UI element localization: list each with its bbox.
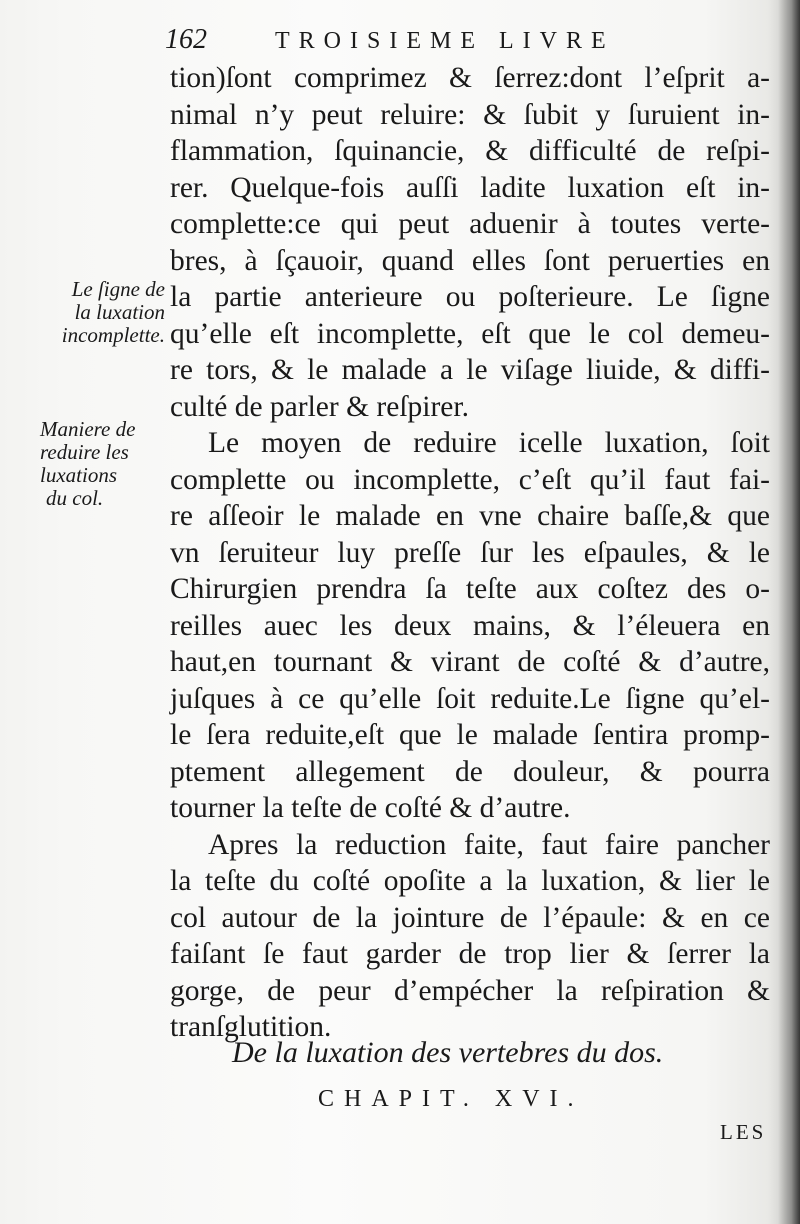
page-number: 162	[165, 24, 207, 55]
text-line: reilles auec les deux mains, & l’éleuera en	[170, 609, 770, 642]
text-line: complette:ce qui peut aduenir à toutes verte-	[170, 208, 770, 240]
text-line: re aſſeoir le malade en vne chaire baſſe,& que	[170, 500, 770, 532]
text-line: rer. Quelque-fois auſſi ladite luxation eſt in-	[170, 171, 770, 204]
margin-note-line: reduire les	[40, 440, 129, 464]
text-line: nimal n’y peut reluire: & ſubit y ſuruient in-	[170, 98, 770, 131]
margin-note-reduction-method	[40, 418, 165, 510]
text-line: Apres la reduction faite, faut faire pancher	[208, 828, 770, 861]
text-line: haut,en tournant & virant de coſté & d’autre,	[170, 646, 770, 678]
catchword: LES	[720, 1120, 767, 1144]
chapter-heading: De la luxation des vertebres du dos.	[232, 1036, 664, 1069]
text-line: tion)ſont comprimez & ſerrez:dont l’eſprit a-	[170, 62, 770, 94]
text-line: gorge, de peur d’empécher la reſpiration &	[170, 974, 770, 1007]
page-header	[165, 24, 725, 64]
text-line: qu’elle eſt incomplette, eſt que le col demeu-	[170, 317, 770, 350]
text-line: juſques à ce qu’elle ſoit reduite.Le ſigne qu’el-	[170, 682, 770, 715]
margin-note-line: du col.	[46, 486, 104, 510]
chapter-number: CHAPIT. XVI.	[318, 1086, 584, 1112]
text-line: vn ſeruiteur luy preſſe ſur les eſpaules, & le	[170, 536, 770, 569]
text-line: Le moyen de reduire icelle luxation, ſoit	[208, 427, 770, 459]
text-line: complette ou incomplette, c’eſt qu’il faut fai-	[170, 463, 770, 496]
margin-note-line: incomplette.	[61, 323, 165, 347]
body-text	[170, 60, 770, 1046]
text-line: ptement allegement de douleur, & pourra	[170, 755, 770, 788]
text-line: faiſant ſe faut garder de trop lier & ſerrer la	[170, 938, 770, 970]
text-line: Chirurgien prendra ſa teſte aux coſtez des o-	[170, 573, 770, 605]
text-line: re tors, & le malade a le viſage liuide, & diffi-	[170, 354, 770, 386]
text-line: tourner la teſte de coſté & d’autre.	[170, 792, 571, 824]
text-line: la teſte du coſté opoſite a la luxation, & lier le	[170, 865, 770, 897]
margin-note-incomplete-sign	[40, 278, 165, 347]
text-line: la partie anterieure ou poſterieure. Le ſigne	[170, 281, 770, 313]
text-line: le ſera reduite,eſt que le malade ſentira promp-	[170, 719, 770, 751]
margin-note-line: Maniere de	[40, 417, 136, 441]
margin-note-line: luxations	[40, 463, 117, 487]
text-line: flammation, ſquinancie, & difficulté de reſpi-	[170, 135, 770, 167]
text-line: tranſglutition.	[170, 1011, 332, 1043]
running-title: TROISIEME LIVRE	[275, 28, 615, 54]
text-line: bres, à ſçauoir, quand elles ſont peruerties en	[170, 244, 770, 277]
margin-note-line: Le ſigne de	[71, 277, 165, 301]
text-line: col autour de la jointure de l’épaule: & en ce	[170, 901, 770, 934]
text-line: culté de parler & reſpirer.	[170, 390, 469, 423]
margin-note-line: la luxation	[74, 300, 165, 324]
